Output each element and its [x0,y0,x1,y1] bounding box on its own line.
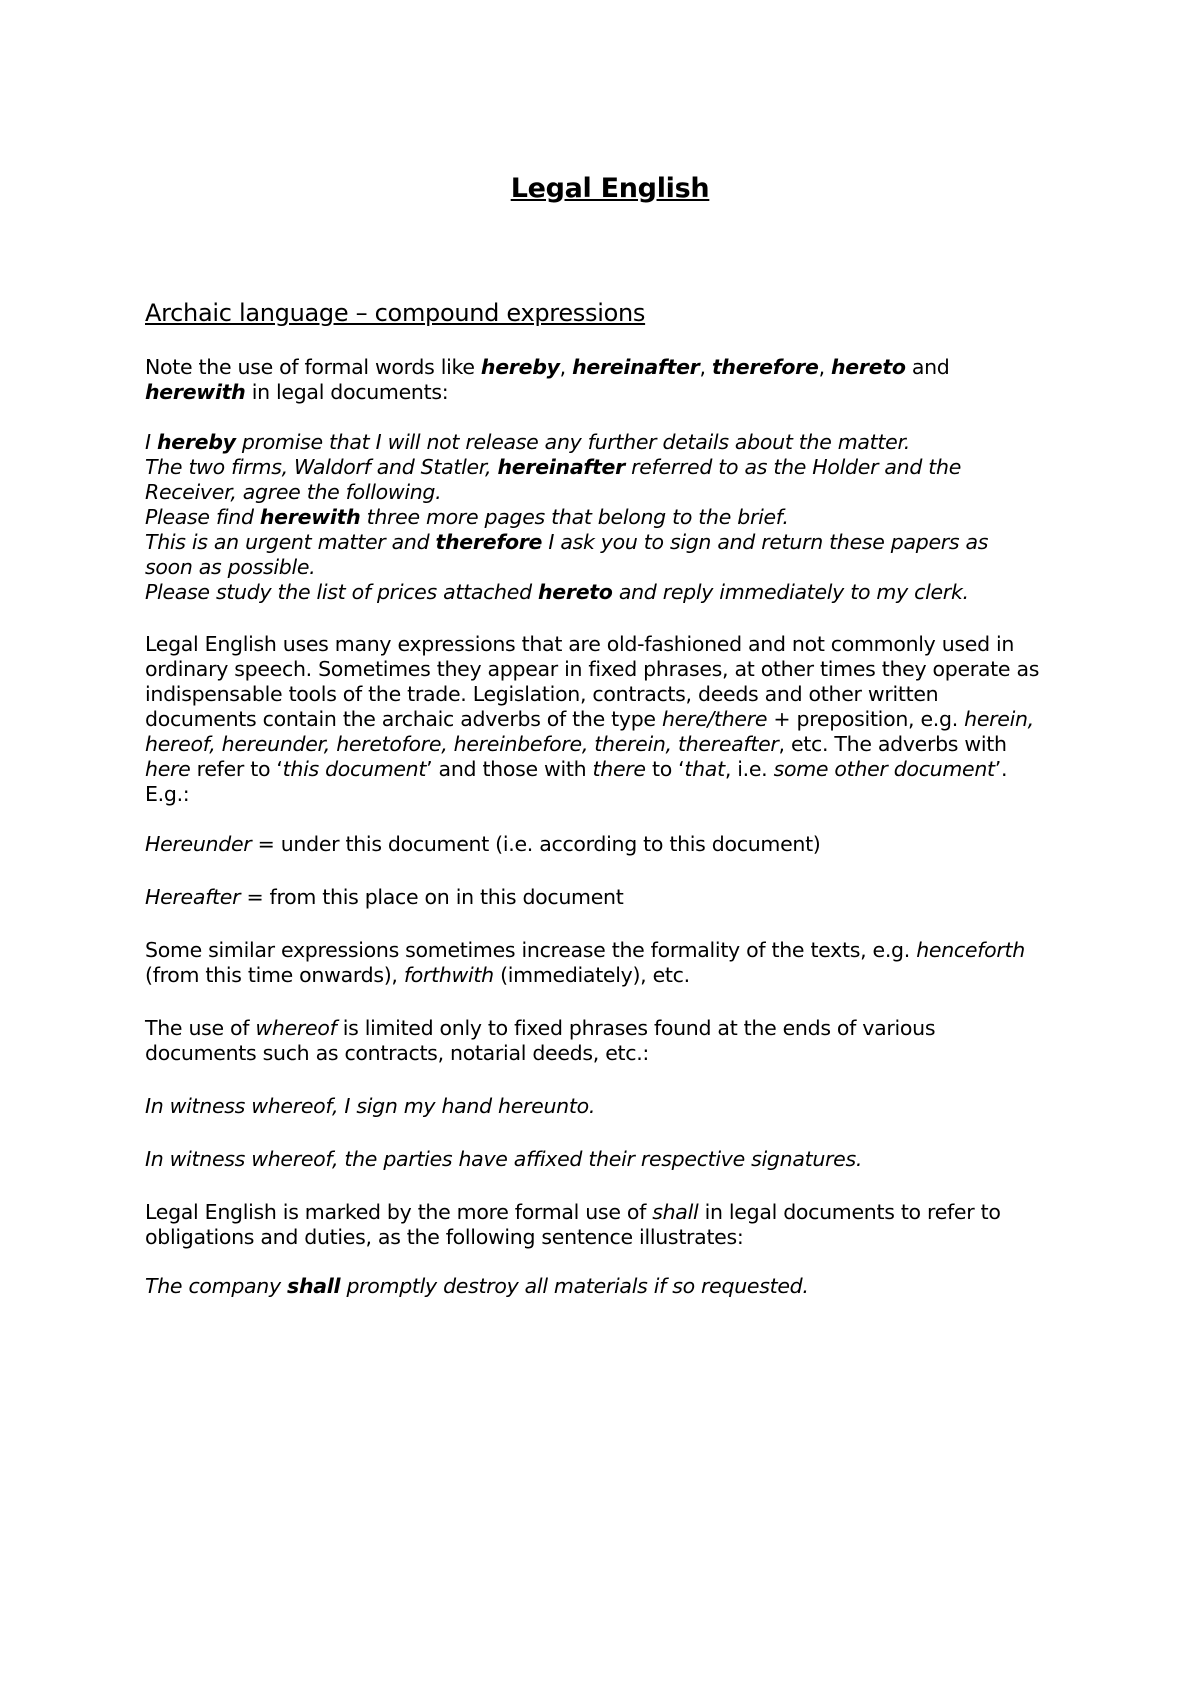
keyword-herewith: herewith [145,380,246,404]
example-hereto: Please study the list of prices attached hereto and reply immediately to my clerk. [145,580,969,604]
intro-paragraph [145,355,1075,405]
document-title: Legal English [510,173,710,204]
whereof-paragraph: The use of whereof is limited only to fixed phrases found at the ends of various documents such as contracts, notarial deeds, etc.: [145,1016,936,1065]
intro-line-1: Note the use of formal words like hereby, hereinafter, therefore, hereto and [145,355,950,379]
formality-paragraph: Some similar expressions sometimes increase the formality of the texts, e.g. henceforth (from this time onwards), forthwith (immediately), etc. [145,938,1025,987]
keyword-hereto: hereto [831,355,906,379]
example-therefore: This is an urgent matter and therefore I ask you to sign and return these papers as [145,530,989,554]
keyword-therefore: therefore [711,355,819,379]
archaic-adverbs-paragraph: Legal English uses many expressions that are old-fashioned and not commonly used in ordinary speech. Sometimes they appear in fixed phrases, at other times they operate as indispensable tools of the trade. Legislation, contracts, deeds and other written documents contain the archaic adverbs of the type here/there + preposition, e.g. herein, hereof, hereunder, heretofore, hereinbefore, therein, thereafter, etc. The adverbs with here refer to ‘this document’ and those with there to ‘that, i.e. some other document’. E.g.: [145,632,1040,806]
intro-line-2: herewith in legal documents: [145,380,449,404]
examples-block [145,430,1075,605]
keyword-hereinafter: hereinafter [572,355,700,379]
example-hereby: I hereby promise that I will not release any further details about the matter. [145,430,910,454]
shall-example: The company shall promptly destroy all materials if so requested. [145,1274,809,1298]
example-hereinafter: The two firms, Waldorf and Statler, hereinafter referred to as the Holder and the [145,455,962,479]
witness-example-1: In witness whereof, I sign my hand hereunto. [145,1094,596,1118]
definition-hereunder: Hereunder = under this document (i.e. according to this document) [145,832,821,856]
example-herewith: Please find herewith three more pages that belong to the brief. [145,505,789,529]
example-therefore-cont: soon as possible. [145,555,316,579]
section-heading: Archaic language – compound expressions [145,299,646,327]
witness-example-2: In witness whereof, the parties have affixed their respective signatures. [145,1147,863,1171]
definition-hereafter: Hereafter = from this place on in this document [145,885,624,909]
shall-paragraph: Legal English is marked by the more formal use of shall in legal documents to refer to obligations and duties, as the following sentence illustrates: [145,1200,1001,1249]
example-hereinafter-cont: Receiver, agree the following. [145,480,442,504]
keyword-hereby: hereby [480,355,560,379]
